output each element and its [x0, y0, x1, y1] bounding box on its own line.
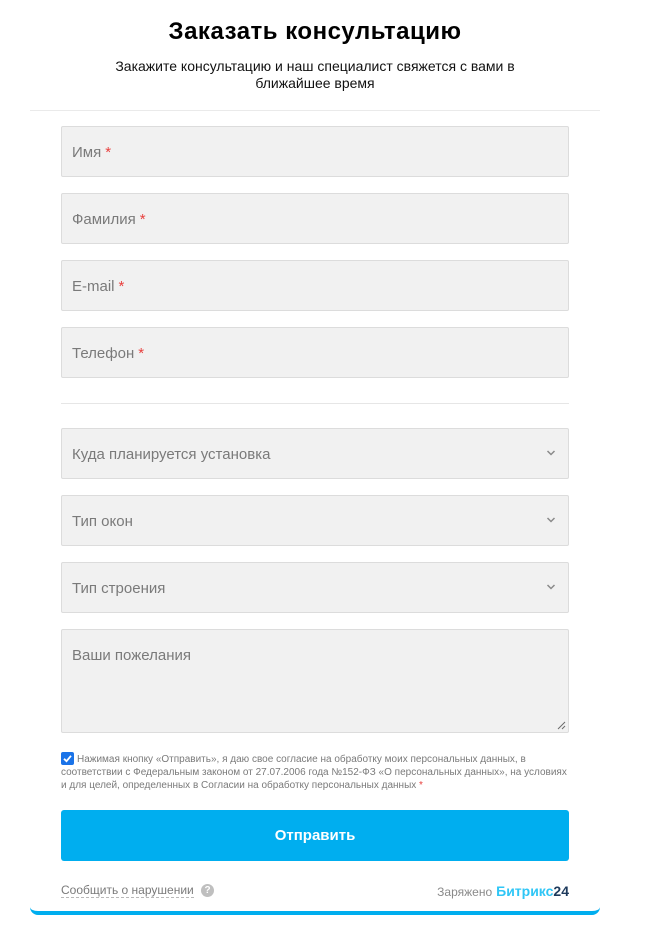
form-subtitle: Закажите консультацию и наш специалист свяжется с вами в ближайшее время: [115, 58, 515, 91]
header-divider: [30, 110, 600, 111]
chevron-down-icon: [546, 582, 556, 592]
wishes-placeholder: Ваши пожелания: [72, 647, 191, 664]
consent-checkbox[interactable]: [61, 752, 74, 765]
email-label: E-mail *: [72, 278, 125, 295]
brand-logo-part1: Битрикс: [496, 883, 554, 899]
resize-grip-icon[interactable]: [557, 721, 566, 730]
required-mark: *: [138, 345, 145, 362]
required-mark: *: [118, 278, 125, 295]
installation-location-select[interactable]: [61, 428, 569, 479]
phone-label: Телефон *: [72, 345, 145, 362]
email-field[interactable]: [61, 260, 569, 311]
checkmark-icon: [61, 752, 74, 765]
section-divider: [61, 403, 569, 404]
chevron-down-icon: [546, 448, 556, 458]
required-mark: *: [105, 144, 112, 161]
report-violation-link[interactable]: Сообщить о нарушении: [61, 883, 194, 897]
powered-by-label: Заряжено: [437, 885, 493, 899]
window-type-label: Тип окон: [72, 513, 133, 530]
first-name-field[interactable]: [61, 126, 569, 177]
first-name-label: Имя *: [72, 144, 112, 161]
window-type-select[interactable]: [61, 495, 569, 546]
chevron-down-icon: [546, 515, 556, 525]
required-mark: *: [419, 780, 423, 791]
building-type-select[interactable]: [61, 562, 569, 613]
installation-location-label: Куда планируется установка: [72, 446, 271, 463]
submit-button[interactable]: Отправить: [61, 810, 569, 861]
consent-block: [61, 751, 573, 792]
bottom-accent-bar: [30, 907, 600, 915]
last-name-label: Фамилия *: [72, 211, 146, 228]
required-mark: *: [139, 211, 146, 228]
last-name-field[interactable]: [61, 193, 569, 244]
brand-logo-part2: 24: [553, 883, 569, 899]
form-title: Заказать консультацию: [168, 18, 462, 45]
help-icon[interactable]: ?: [201, 884, 214, 897]
building-type-label: Тип строения: [72, 580, 166, 597]
phone-field[interactable]: [61, 327, 569, 378]
wishes-textarea[interactable]: [61, 629, 569, 733]
consent-text: Нажимая кнопку «Отправить», я даю свое согласие на обработку моих персональных данных, в соответствии с Федеральным законом от 27.07.2006 года №152-ФЗ «О персональных данных», на условиях и для целей, определенных в Согласии на обработку персональных данных *: [61, 754, 567, 791]
powered-by-bitrix24[interactable]: [437, 883, 569, 900]
